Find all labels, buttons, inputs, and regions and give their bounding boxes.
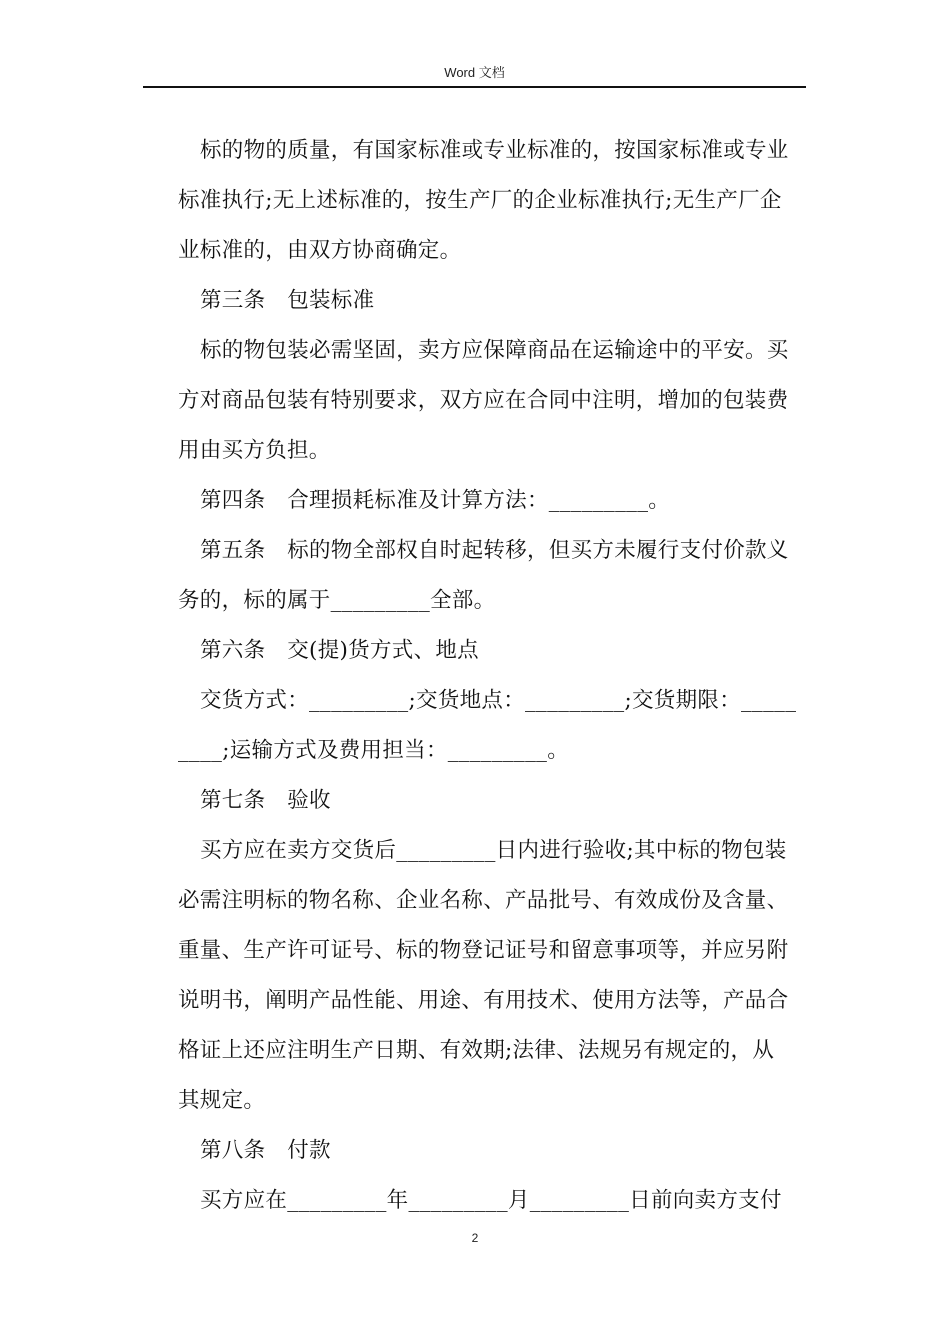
paragraph-line: 买方应在卖方交货后_________日内进行验收;其中标的物包装 [200,838,787,863]
paragraph-line: 标的物的质量，有国家标准或专业标准的，按国家标准或专业 [200,138,789,163]
article-heading: 第八条 付款 [200,1138,331,1163]
paragraph-line: 务的，标的属于_________全部。 [178,588,496,613]
paragraph-line: 其规定。 [178,1088,266,1113]
header-rule [143,86,806,88]
page-header: Word 文档 [444,65,505,80]
document-body [178,126,802,1226]
article-heading: 第七条 验收 [200,788,331,813]
paragraph-line: 重量、生产许可证号、标的物登记证号和留意事项等，并应另附 [178,938,789,963]
paragraph-line: 业标准的，由双方协商确定。 [178,238,462,263]
paragraph-line: 用由买方负担。 [178,438,331,463]
paragraph-line: 买方应在_________年_________月_________日前向卖方支付 [200,1188,782,1213]
paragraph-line: 方对商品包装有特别要求，双方应在合同中注明，增加的包装费 [178,388,789,413]
article-heading: 第六条 交(提)货方式、地点 [200,638,479,663]
paragraph-line: 标准执行;无上述标准的，按生产厂的企业标准执行;无生产厂企 [178,188,782,213]
page-number: 2 [471,1231,479,1245]
paragraph-line: 必需注明标的物名称、企业名称、产品批号、有效成份及含量、 [178,888,789,913]
paragraph-line: 标的物包装必需坚固，卖方应保障商品在运输途中的平安。买 [200,338,789,363]
paragraph-line: ____;运输方式及费用担当：_________。 [178,738,569,763]
paragraph-line: 格证上还应注明生产日期、有效期;法律、法规另有规定的，从 [178,1038,775,1063]
article-heading: 第四条 合理损耗标准及计算方法：_________。 [200,488,671,513]
paragraph-line: 说明书，阐明产品性能、用途、有用技术、使用方法等，产品合 [178,988,789,1013]
article-heading: 第五条 标的物全部权自时起转移，但买方未履行支付价款义 [200,538,789,563]
article-heading: 第三条 包装标准 [200,288,375,313]
paragraph-line: 交货方式：_________;交货地点：_________;交货期限：_____ [200,688,797,713]
